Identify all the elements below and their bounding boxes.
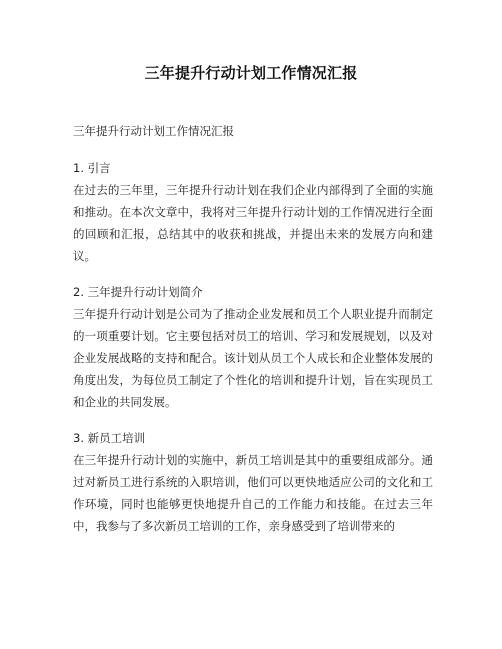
section-introduction	[73, 157, 433, 267]
section-heading: 3. 新员工培训	[73, 431, 146, 445]
section-plan-overview	[73, 281, 433, 413]
section-heading: 2. 三年提升行动计划简介	[73, 285, 203, 299]
document-body	[73, 120, 433, 551]
section-heading: 1. 引言	[73, 161, 111, 175]
section-paragraph: 在过去的三年里，三年提升行动计划在我们企业内部得到了全面的实施和推动。在本次文章中，我将对三年提升行动计划的工作情况进行全面的回顾和汇报，总结其中的收获和挑战，并提出未来的发展方向和建议。	[73, 183, 433, 263]
section-new-employee-training	[73, 427, 433, 537]
section-paragraph: 三年提升行动计划是公司为了推动企业发展和员工个人职业提升而制定的一项重要计划。它主要包括对员工的培训、学习和发展规划，以及对企业发展战略的支持和配合。该计划从员工个人成长和企业整体发展的角度出发，为每位员工制定了个性化的培训和提升计划，旨在实现员工和企业的共同发展。	[73, 307, 433, 409]
document-title: 三年提升行动计划工作情况汇报	[144, 64, 358, 82]
section-paragraph: 在三年提升行动计划的实施中，新员工培训是其中的重要组成部分。通过对新员工进行系统的入职培训，他们可以更快地适应公司的文化和工作环境，同时也能够更快地提升自己的工作能力和技能。在过去三年中，我参与了多次新员工培训的工作，亲身感受到了培训带来的	[73, 453, 433, 533]
document-subtitle: 三年提升行动计划工作情况汇报	[73, 124, 234, 138]
